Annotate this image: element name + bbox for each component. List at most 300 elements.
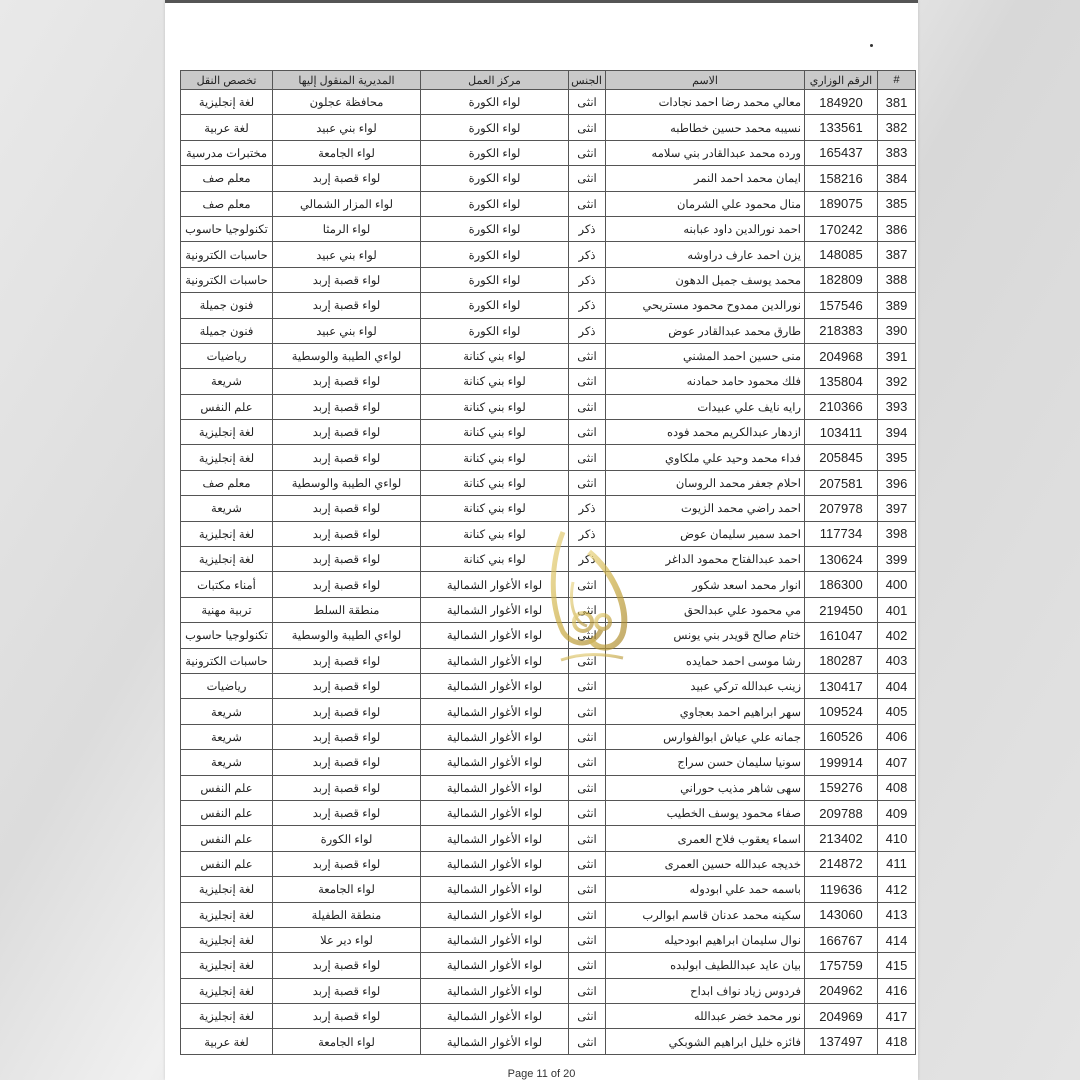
cell-gender: انثى (569, 902, 606, 927)
table-row (181, 800, 916, 825)
table-row (181, 750, 916, 775)
cell-specialization: علم النفس (181, 826, 273, 851)
cell-index: 413 (878, 902, 916, 927)
cell-work-center: لواء الأغوار الشمالية (421, 877, 569, 902)
cell-work-center: لواء الأغوار الشمالية (421, 902, 569, 927)
cell-work-center: لواء الكورة (421, 90, 569, 115)
cell-work-center: لواء بني كنانة (421, 394, 569, 419)
cell-work-center: لواء الكورة (421, 293, 569, 318)
cell-index: 399 (878, 547, 916, 572)
table-row (181, 1029, 916, 1054)
cell-destination: لواء قصبة إربد (273, 953, 421, 978)
header-name: الاسم (606, 71, 805, 90)
cell-ministry-id: 133561 (805, 115, 878, 140)
cell-index: 388 (878, 267, 916, 292)
cell-specialization: شريعة (181, 724, 273, 749)
table-row (181, 699, 916, 724)
cell-gender: انثى (569, 445, 606, 470)
cell-name: احمد راضي محمد الزيوت (606, 496, 805, 521)
cell-name: بيان عايد عبداللطيف ابولبده (606, 953, 805, 978)
cell-specialization: علم النفس (181, 800, 273, 825)
cell-specialization: تكنولوجيا حاسوب (181, 623, 273, 648)
cell-gender: انثى (569, 800, 606, 825)
cell-work-center: لواء بني كنانة (421, 343, 569, 368)
cell-name: ايمان محمد احمد النمر (606, 166, 805, 191)
cell-ministry-id: 204968 (805, 343, 878, 368)
cell-destination: لواء قصبة إربد (273, 851, 421, 876)
cell-index: 410 (878, 826, 916, 851)
cell-work-center: لواء بني كنانة (421, 547, 569, 572)
cell-index: 384 (878, 166, 916, 191)
cell-index: 401 (878, 597, 916, 622)
table-row (181, 978, 916, 1003)
table-row (181, 547, 916, 572)
cell-destination: لواء قصبة إربد (273, 673, 421, 698)
cell-specialization: لغة إنجليزية (181, 953, 273, 978)
cell-name: سهر ابراهيم احمد بعجاوي (606, 699, 805, 724)
cell-work-center: لواء الأغوار الشمالية (421, 673, 569, 698)
cell-destination: منطقة السلط (273, 597, 421, 622)
cell-gender: انثى (569, 978, 606, 1003)
cell-gender: انثى (569, 699, 606, 724)
cell-destination: لواء قصبة إربد (273, 648, 421, 673)
cell-work-center: لواء الأغوار الشمالية (421, 648, 569, 673)
cell-ministry-id: 117734 (805, 521, 878, 546)
cell-index: 416 (878, 978, 916, 1003)
cell-gender: انثى (569, 953, 606, 978)
table-row (181, 470, 916, 495)
cell-index: 383 (878, 140, 916, 165)
cell-ministry-id: 170242 (805, 216, 878, 241)
cell-gender: انثى (569, 420, 606, 445)
cell-gender: انثى (569, 1029, 606, 1054)
cell-destination: لواءي الطيبة والوسطية (273, 343, 421, 368)
cell-destination: لواءي الطيبة والوسطية (273, 623, 421, 648)
cell-name: سكينه محمد عدنان قاسم ابوالرب (606, 902, 805, 927)
cell-work-center: لواء بني كنانة (421, 470, 569, 495)
cell-index: 382 (878, 115, 916, 140)
cell-gender: انثى (569, 369, 606, 394)
cell-index: 415 (878, 953, 916, 978)
table-row (181, 445, 916, 470)
cell-specialization: معلم صف (181, 191, 273, 216)
cell-specialization: فنون جميلة (181, 293, 273, 318)
cell-specialization: لغة إنجليزية (181, 547, 273, 572)
table-row (181, 902, 916, 927)
cell-specialization: لغة إنجليزية (181, 1004, 273, 1029)
cell-specialization: معلم صف (181, 470, 273, 495)
cell-specialization: لغة عربية (181, 115, 273, 140)
cell-work-center: لواء الأغوار الشمالية (421, 927, 569, 952)
table-header-row (181, 71, 916, 90)
cell-index: 385 (878, 191, 916, 216)
cell-work-center: لواء الكورة (421, 166, 569, 191)
cell-destination: لواء قصبة إربد (273, 369, 421, 394)
cell-name: احمد نورالدين داود عبابنه (606, 216, 805, 241)
cell-name: فائزه خليل ابراهيم الشوبكي (606, 1029, 805, 1054)
stray-mark (870, 44, 873, 47)
cell-work-center: لواء الأغوار الشمالية (421, 699, 569, 724)
cell-ministry-id: 166767 (805, 927, 878, 952)
cell-name: ختام صالح قويدر بني يونس (606, 623, 805, 648)
cell-index: 412 (878, 877, 916, 902)
cell-ministry-id: 214872 (805, 851, 878, 876)
cell-ministry-id: 119636 (805, 877, 878, 902)
cell-index: 417 (878, 1004, 916, 1029)
cell-ministry-id: 143060 (805, 902, 878, 927)
cell-gender: انثى (569, 140, 606, 165)
cell-gender: انثى (569, 851, 606, 876)
cell-specialization: رياضيات (181, 343, 273, 368)
cell-gender: انثى (569, 927, 606, 952)
table-row (181, 115, 916, 140)
cell-destination: لواء قصبة إربد (273, 775, 421, 800)
table-row (181, 775, 916, 800)
page-footer: Page 11 of 20 (507, 1068, 576, 1080)
cell-name: اسماء يعقوب فلاح العمرى (606, 826, 805, 851)
cell-name: انوار محمد اسعد شكور (606, 572, 805, 597)
cell-specialization: لغة إنجليزية (181, 420, 273, 445)
header-gender: الجنس (569, 71, 606, 90)
cell-index: 402 (878, 623, 916, 648)
cell-destination: لواء الكورة (273, 826, 421, 851)
cell-specialization: حاسبات الكترونية (181, 242, 273, 267)
cell-destination: محافظة عجلون (273, 90, 421, 115)
cell-name: سونيا سليمان حسن سراج (606, 750, 805, 775)
cell-destination: لواء قصبة إربد (273, 699, 421, 724)
cell-name: نسيبه محمد حسين خطاطبه (606, 115, 805, 140)
cell-gender: انثى (569, 572, 606, 597)
table-row (181, 394, 916, 419)
cell-gender: انثى (569, 877, 606, 902)
cell-work-center: لواء الأغوار الشمالية (421, 750, 569, 775)
cell-ministry-id: 213402 (805, 826, 878, 851)
cell-gender: انثى (569, 724, 606, 749)
cell-gender: انثى (569, 673, 606, 698)
cell-destination: منطقة الطفيلة (273, 902, 421, 927)
cell-ministry-id: 189075 (805, 191, 878, 216)
cell-specialization: لغة إنجليزية (181, 877, 273, 902)
page-top-edge (165, 0, 918, 3)
cell-name: احمد سمير سليمان عوض (606, 521, 805, 546)
table-row (181, 318, 916, 343)
cell-specialization: تربية مهنية (181, 597, 273, 622)
cell-gender: ذكر (569, 547, 606, 572)
cell-specialization: رياضيات (181, 673, 273, 698)
cell-ministry-id: 159276 (805, 775, 878, 800)
cell-index: 411 (878, 851, 916, 876)
transfer-table (180, 70, 916, 1055)
cell-gender: ذكر (569, 318, 606, 343)
cell-gender: ذكر (569, 521, 606, 546)
cell-destination: لواء قصبة إربد (273, 166, 421, 191)
cell-work-center: لواء الأغوار الشمالية (421, 978, 569, 1003)
cell-ministry-id: 160526 (805, 724, 878, 749)
cell-name: رايه نايف علي عبيدات (606, 394, 805, 419)
table-row (181, 191, 916, 216)
cell-index: 408 (878, 775, 916, 800)
cell-gender: ذكر (569, 267, 606, 292)
cell-gender: انثى (569, 1004, 606, 1029)
table-row (181, 343, 916, 368)
cell-ministry-id: 199914 (805, 750, 878, 775)
cell-work-center: لواء الأغوار الشمالية (421, 623, 569, 648)
cell-index: 404 (878, 673, 916, 698)
cell-index: 392 (878, 369, 916, 394)
cell-work-center: لواء الأغوار الشمالية (421, 572, 569, 597)
cell-work-center: لواء الأغوار الشمالية (421, 724, 569, 749)
cell-name: فلك محمود حامد حمادنه (606, 369, 805, 394)
cell-specialization: علم النفس (181, 775, 273, 800)
cell-gender: ذكر (569, 216, 606, 241)
cell-specialization: لغة إنجليزية (181, 90, 273, 115)
cell-destination: لواء الجامعة (273, 1029, 421, 1054)
cell-name: فداء محمد وحيد علي ملكاوي (606, 445, 805, 470)
cell-ministry-id: 218383 (805, 318, 878, 343)
cell-work-center: لواء الأغوار الشمالية (421, 851, 569, 876)
cell-ministry-id: 207581 (805, 470, 878, 495)
cell-name: زينب عبدالله تركي عبيد (606, 673, 805, 698)
cell-ministry-id: 148085 (805, 242, 878, 267)
cell-work-center: لواء الأغوار الشمالية (421, 800, 569, 825)
cell-work-center: لواء الكورة (421, 191, 569, 216)
table-row (181, 242, 916, 267)
cell-index: 398 (878, 521, 916, 546)
cell-ministry-id: 186300 (805, 572, 878, 597)
cell-ministry-id: 161047 (805, 623, 878, 648)
cell-ministry-id: 175759 (805, 953, 878, 978)
header-ministry-id: الرقم الوزاري (805, 71, 878, 90)
cell-destination: لواء دير علا (273, 927, 421, 952)
cell-work-center: لواء بني كنانة (421, 496, 569, 521)
table-row (181, 496, 916, 521)
header-specialization: تخصص النقل (181, 71, 273, 90)
cell-specialization: لغة إنجليزية (181, 445, 273, 470)
cell-ministry-id: 180287 (805, 648, 878, 673)
cell-destination: لواء بني عبيد (273, 115, 421, 140)
cell-gender: انثى (569, 623, 606, 648)
cell-index: 394 (878, 420, 916, 445)
cell-ministry-id: 210366 (805, 394, 878, 419)
cell-specialization: لغة إنجليزية (181, 902, 273, 927)
cell-work-center: لواء بني كنانة (421, 369, 569, 394)
table-row (181, 267, 916, 292)
cell-specialization: علم النفس (181, 851, 273, 876)
cell-index: 406 (878, 724, 916, 749)
table-row (181, 572, 916, 597)
cell-gender: انثى (569, 648, 606, 673)
cell-specialization: لغة إنجليزية (181, 978, 273, 1003)
cell-work-center: لواء الأغوار الشمالية (421, 826, 569, 851)
cell-specialization: معلم صف (181, 166, 273, 191)
cell-work-center: لواء الأغوار الشمالية (421, 775, 569, 800)
cell-ministry-id: 137497 (805, 1029, 878, 1054)
cell-destination: لواء الجامعة (273, 877, 421, 902)
cell-gender: انثى (569, 750, 606, 775)
cell-specialization: شريعة (181, 369, 273, 394)
cell-gender: ذكر (569, 242, 606, 267)
cell-specialization: مختبرات مدرسية (181, 140, 273, 165)
table-row (181, 927, 916, 952)
cell-name: احلام جعفر محمد الروسان (606, 470, 805, 495)
cell-name: معالي محمد رضا احمد نجادات (606, 90, 805, 115)
cell-index: 403 (878, 648, 916, 673)
table-row (181, 420, 916, 445)
cell-destination: لواء قصبة إربد (273, 267, 421, 292)
cell-work-center: لواء الأغوار الشمالية (421, 1029, 569, 1054)
cell-specialization: لغة إنجليزية (181, 927, 273, 952)
cell-gender: انثى (569, 394, 606, 419)
table-row (181, 1004, 916, 1029)
cell-name: يزن احمد عارف دراوشه (606, 242, 805, 267)
cell-specialization: فنون جميلة (181, 318, 273, 343)
cell-destination: لواء قصبة إربد (273, 750, 421, 775)
cell-index: 400 (878, 572, 916, 597)
cell-specialization: أمناء مكتبات (181, 572, 273, 597)
cell-name: نور محمد خضر عبدالله (606, 1004, 805, 1029)
cell-name: ازدهار عبدالكريم محمد فوده (606, 420, 805, 445)
cell-ministry-id: 130624 (805, 547, 878, 572)
cell-work-center: لواء بني كنانة (421, 445, 569, 470)
cell-destination: لواء الجامعة (273, 140, 421, 165)
cell-name: جمانه علي عياش ابوالفوارس (606, 724, 805, 749)
cell-destination: لواء بني عبيد (273, 242, 421, 267)
cell-name: صفاء محمود يوسف الخطيب (606, 800, 805, 825)
cell-ministry-id: 109524 (805, 699, 878, 724)
cell-specialization: شريعة (181, 699, 273, 724)
cell-gender: انثى (569, 90, 606, 115)
cell-ministry-id: 158216 (805, 166, 878, 191)
cell-work-center: لواء الأغوار الشمالية (421, 1004, 569, 1029)
cell-name: محمد يوسف جميل الدهون (606, 267, 805, 292)
cell-specialization: تكنولوجيا حاسوب (181, 216, 273, 241)
header-index: # (878, 71, 916, 90)
cell-name: طارق محمد عبدالقادر عوض (606, 318, 805, 343)
cell-index: 409 (878, 800, 916, 825)
cell-work-center: لواء الكورة (421, 115, 569, 140)
table-row (181, 140, 916, 165)
cell-gender: انثى (569, 166, 606, 191)
cell-ministry-id: 130417 (805, 673, 878, 698)
cell-index: 396 (878, 470, 916, 495)
header-work-center: مركز العمل (421, 71, 569, 90)
header-destination: المديرية المنقول إليها (273, 71, 421, 90)
cell-work-center: لواء بني كنانة (421, 420, 569, 445)
cell-index: 418 (878, 1029, 916, 1054)
cell-index: 395 (878, 445, 916, 470)
cell-work-center: لواء الأغوار الشمالية (421, 597, 569, 622)
cell-specialization: لغة إنجليزية (181, 521, 273, 546)
table-row (181, 826, 916, 851)
cell-ministry-id: 165437 (805, 140, 878, 165)
table-row (181, 877, 916, 902)
cell-name: منال محمود علي الشرمان (606, 191, 805, 216)
cell-destination: لواء قصبة إربد (273, 1004, 421, 1029)
cell-work-center: لواء الكورة (421, 216, 569, 241)
cell-index: 407 (878, 750, 916, 775)
cell-destination: لواء قصبة إربد (273, 521, 421, 546)
cell-name: منى حسين احمد المشني (606, 343, 805, 368)
cell-index: 389 (878, 293, 916, 318)
cell-work-center: لواء بني كنانة (421, 521, 569, 546)
cell-work-center: لواء الكورة (421, 318, 569, 343)
cell-name: فردوس زياد نواف ابداح (606, 978, 805, 1003)
cell-specialization: شريعة (181, 496, 273, 521)
cell-gender: ذكر (569, 293, 606, 318)
cell-index: 387 (878, 242, 916, 267)
table-row (181, 521, 916, 546)
cell-destination: لواء قصبة إربد (273, 800, 421, 825)
table-row (181, 673, 916, 698)
table-row (181, 724, 916, 749)
cell-name: باسمه حمد علي ابودوله (606, 877, 805, 902)
cell-index: 386 (878, 216, 916, 241)
cell-gender: انثى (569, 775, 606, 800)
cell-index: 390 (878, 318, 916, 343)
cell-ministry-id: 219450 (805, 597, 878, 622)
cell-specialization: لغة عربية (181, 1029, 273, 1054)
table-row (181, 293, 916, 318)
cell-specialization: حاسبات الكترونية (181, 267, 273, 292)
cell-name: مي محمود علي عبدالحق (606, 597, 805, 622)
table-row (181, 597, 916, 622)
cell-specialization: حاسبات الكترونية (181, 648, 273, 673)
table-row (181, 166, 916, 191)
cell-gender: انثى (569, 826, 606, 851)
cell-destination: لواء قصبة إربد (273, 445, 421, 470)
cell-work-center: لواء الكورة (421, 140, 569, 165)
cell-gender: انثى (569, 115, 606, 140)
cell-ministry-id: 204962 (805, 978, 878, 1003)
table-row (181, 90, 916, 115)
cell-destination: لواء بني عبيد (273, 318, 421, 343)
cell-specialization: علم النفس (181, 394, 273, 419)
cell-index: 391 (878, 343, 916, 368)
cell-name: خديجه عبدالله حسين العمرى (606, 851, 805, 876)
cell-name: سهى شاهر مذيب حوراني (606, 775, 805, 800)
cell-name: ورده محمد عبدالقادر بني سلامه (606, 140, 805, 165)
cell-ministry-id: 204969 (805, 1004, 878, 1029)
cell-gender: ذكر (569, 496, 606, 521)
cell-index: 405 (878, 699, 916, 724)
cell-ministry-id: 205845 (805, 445, 878, 470)
cell-destination: لواء قصبة إربد (273, 420, 421, 445)
table-row (181, 851, 916, 876)
cell-name: رشا موسى احمد حمايده (606, 648, 805, 673)
cell-ministry-id: 209788 (805, 800, 878, 825)
cell-work-center: لواء الكورة (421, 267, 569, 292)
cell-work-center: لواء الكورة (421, 242, 569, 267)
table-row (181, 648, 916, 673)
cell-destination: لواء المزار الشمالي (273, 191, 421, 216)
cell-index: 397 (878, 496, 916, 521)
table-row (181, 369, 916, 394)
table-row (181, 953, 916, 978)
cell-destination: لواءي الطيبة والوسطية (273, 470, 421, 495)
cell-work-center: لواء الأغوار الشمالية (421, 953, 569, 978)
cell-destination: لواء قصبة إربد (273, 724, 421, 749)
cell-specialization: شريعة (181, 750, 273, 775)
cell-gender: انثى (569, 597, 606, 622)
cell-destination: لواء قصبة إربد (273, 978, 421, 1003)
cell-destination: لواء قصبة إربد (273, 394, 421, 419)
cell-name: نوال سليمان ابراهيم ابودحيله (606, 927, 805, 952)
cell-destination: لواء الرمثا (273, 216, 421, 241)
cell-destination: لواء قصبة إربد (273, 293, 421, 318)
cell-destination: لواء قصبة إربد (273, 547, 421, 572)
cell-index: 393 (878, 394, 916, 419)
cell-ministry-id: 207978 (805, 496, 878, 521)
